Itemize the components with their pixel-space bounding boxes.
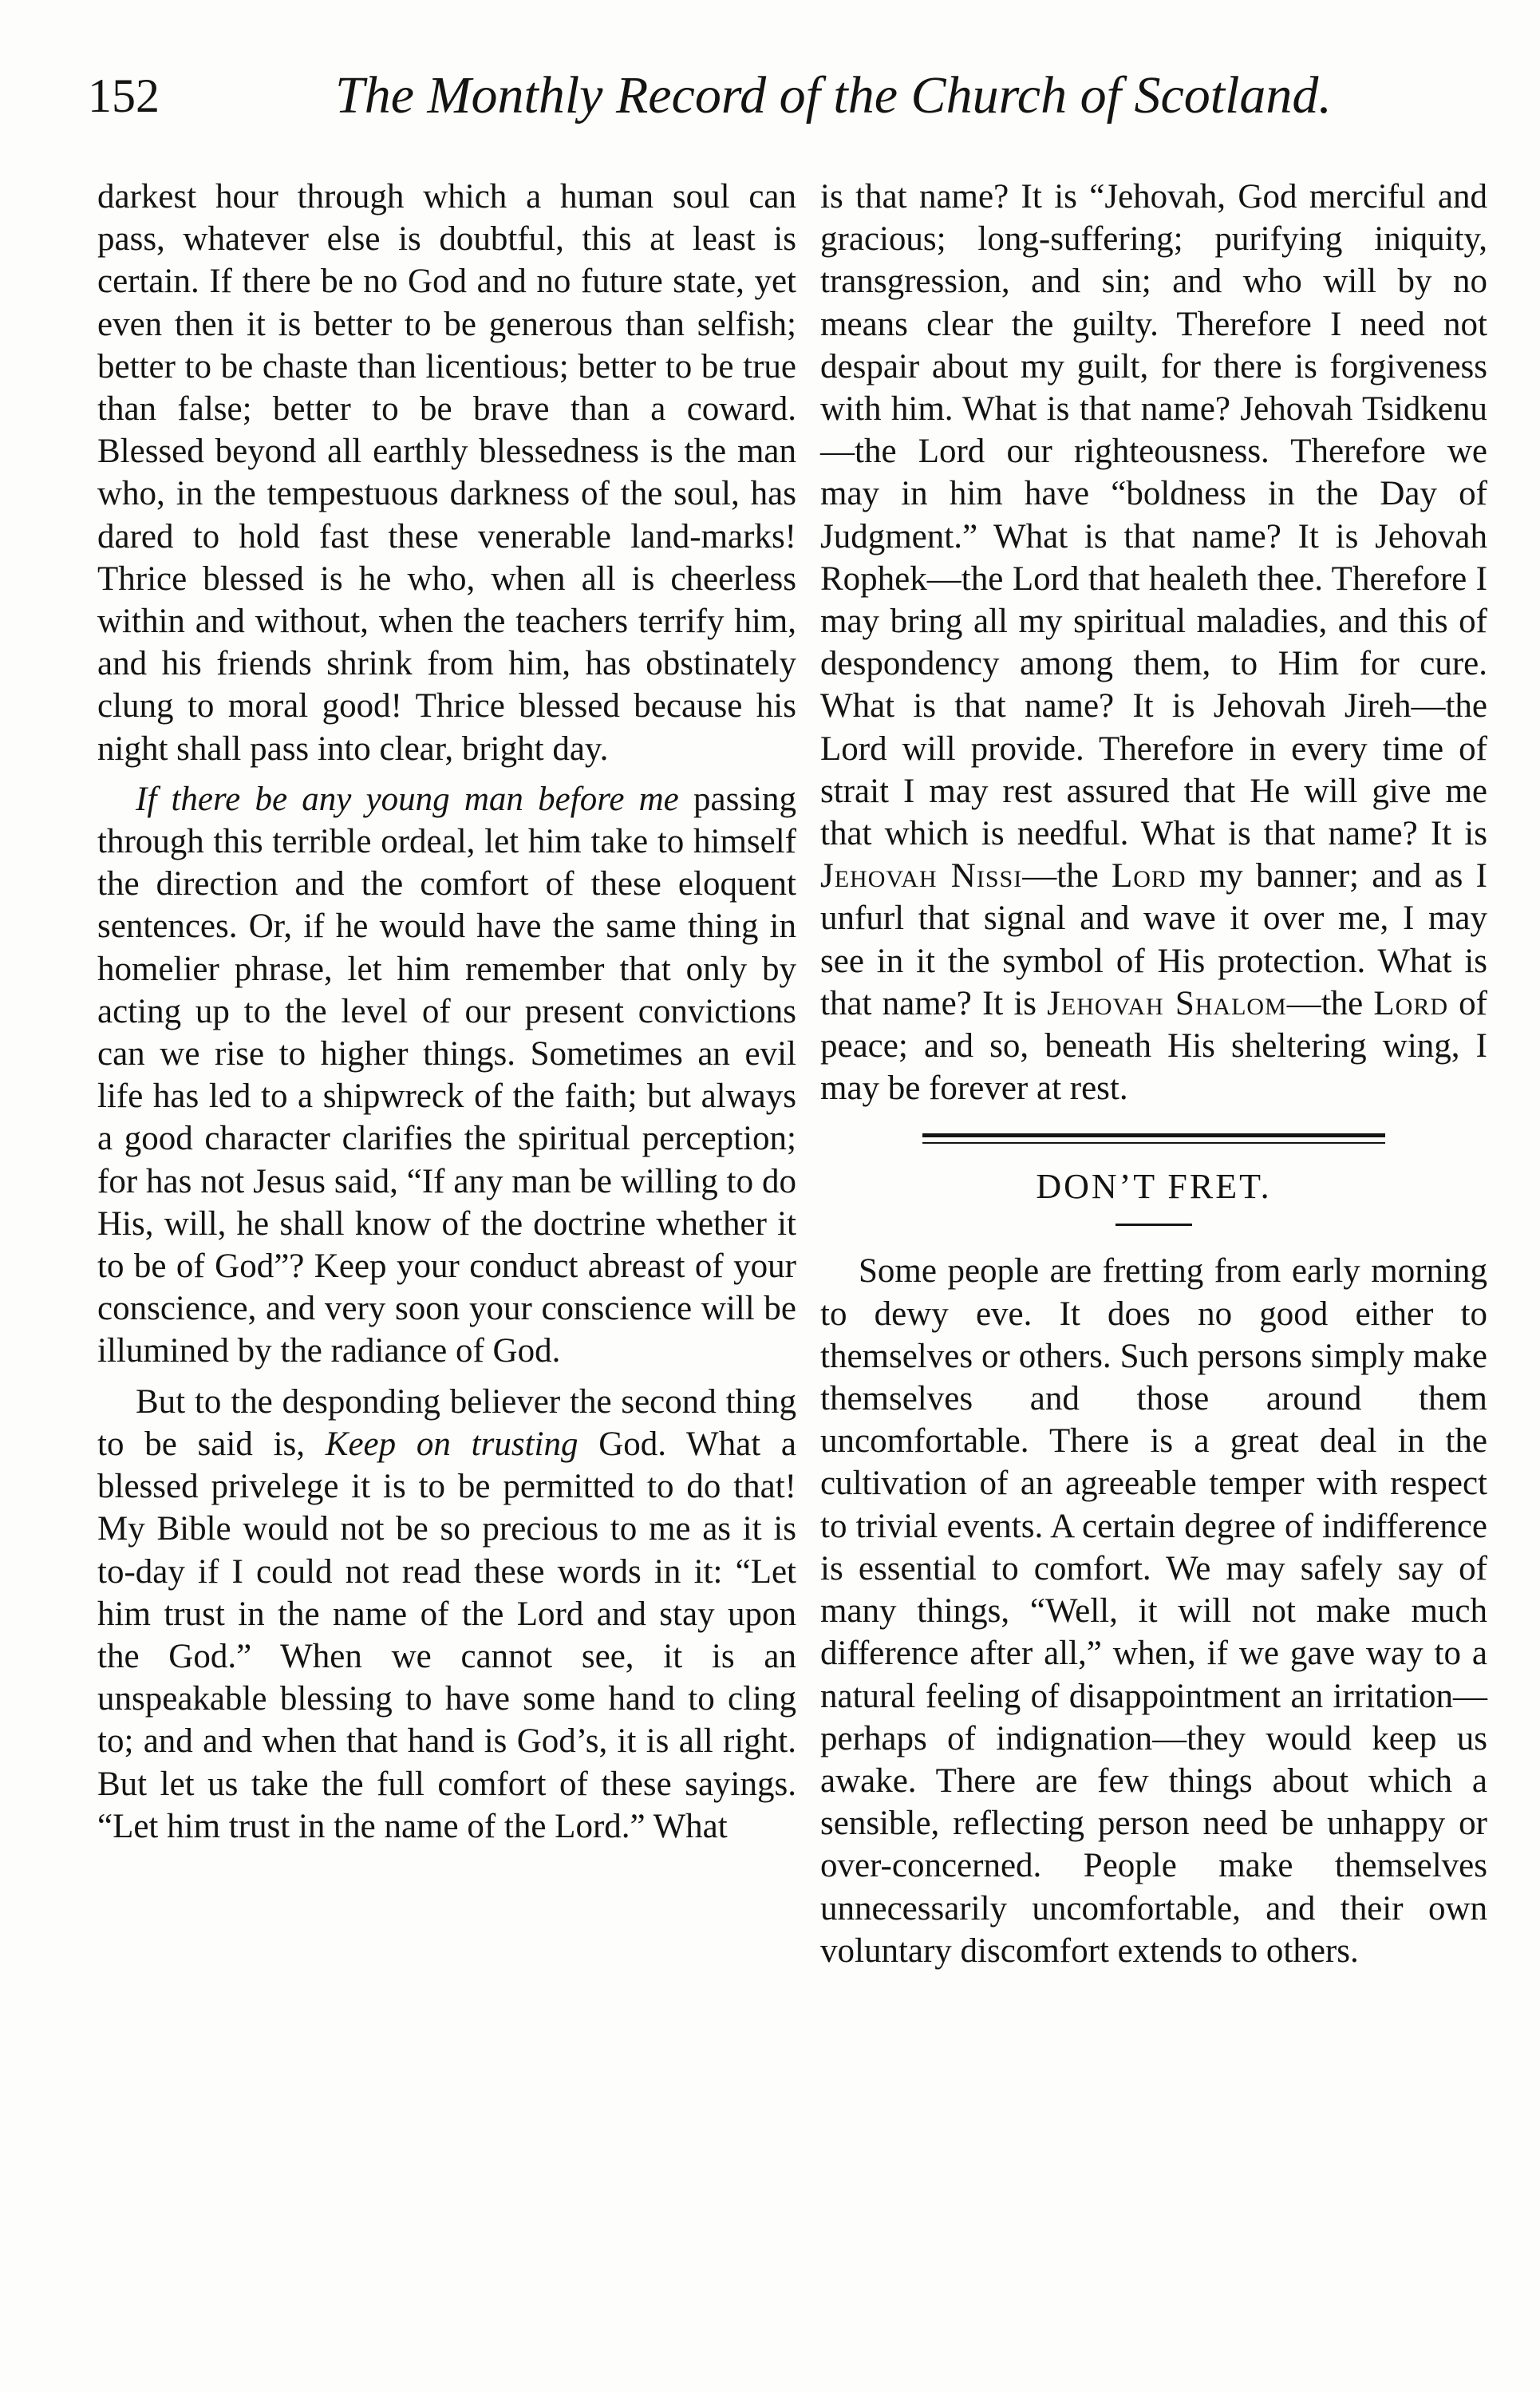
right-paragraph-2: Some people are fretting from early morning to dewy eve. It does no good either to themselves or others. Such persons simply make themselves and those around them uncomfortable. There is a great deal in the cultivation of an agreeable temper with respect to trivial events. A certain degree of indifference is essential to comfort. We may safely say of many things, “Well, it will not make much difference after all,” when, if we gave way to a natural feeling of disappointment an irritation—perhaps of indignation—they would keep us awake. There are few things about which a sensible, reflecting person need be unhappy or over-concerned. People make themselves unnecessarily uncomfortable, and their own voluntary discomfort extends to others. bbox=[820, 1252, 1487, 1970]
right-paragraph-1-text-e: of peace; and so, beneath His sheltering wing, I may be forever at rest. bbox=[820, 984, 1487, 1108]
divider-thin-rule bbox=[922, 1142, 1385, 1144]
left-paragraph-3-text-a: But to the desponding believer the second thing to be said is, bbox=[97, 1382, 796, 1463]
right-paragraph-1-text-b: —the bbox=[1022, 857, 1112, 896]
right-paragraph-1-text-d: —the bbox=[1286, 984, 1374, 1022]
section-divider bbox=[922, 1133, 1385, 1144]
left-paragraph-2-italic: If there be any young man before me bbox=[136, 780, 679, 818]
left-paragraph-1: darkest hour through which a human soul can pass, whatever else is doubtful, this at least is certain. If there be no God and no future state, yet even then it is better to be generous than selfish; better to be chaste than licentious; better to be true than false; better to be brave than a coward. Blessed beyond all earthly blessedness is the man who, in the tempestuous darkness of the soul, has dared to hold fast these venerable land-marks! Thrice blessed is he who, when all is cheerless within and without, when the teachers terrify him, and his friends shrink from him, has obstinately clung to moral good! Thrice blessed because his night shall pass into clear, bright day. bbox=[97, 178, 796, 768]
left-paragraph-2-text: passing through this terrible ordeal, let him take to himself the direction and the comfort of these eloquent sentences. Or, if he would have the same thing in homelier phrase, let him remember that only by acting up to the level of our present convictions can we rise to higher things. Sometimes an evil life has led to a shipwreck of the faith; but always a good character clarifies the spiritual perception; for has not Jesus said, “If any man be willing to do His, will, he shall know of the doctrine whether it to be of God”? Keep your conduct abreast of your conscience, and very soon your conscience will be illumined by the radiance of God. bbox=[97, 780, 797, 1370]
right-column bbox=[820, 176, 1487, 1972]
running-title: The Monthly Record of the Church of Scotland. bbox=[335, 66, 1332, 125]
right-paragraph-1-text-c: my banner; and as I unfurl that signal and wave it over me, I may see in it the symbol of His protection. What is that name? It is bbox=[820, 857, 1487, 1022]
lord-smallcaps-2: Lord bbox=[1373, 984, 1449, 1022]
title-underline-rule bbox=[1116, 1224, 1192, 1226]
left-paragraph-2 bbox=[97, 778, 796, 1373]
lord-smallcaps-1: Lord bbox=[1111, 857, 1187, 896]
left-paragraph-3-text-b: God. What a blessed privelege it is to be permitted to do that! My Bible would not be so precious to me as it is to-day if I could not read these words in it: “Let him trust in the name of the Lord and stay upon the God.” When we cannot see, it is an unspeakable blessing to have some hand to cling to; and and when that hand is God’s, it is all right. But let us take the full comfort of these sayings. “Let him trust in the name of the Lord.” What bbox=[97, 1425, 796, 1845]
article-title: DON’T FRET. bbox=[1036, 1167, 1272, 1207]
jehovah-nissi-smallcaps: Jehovah Nissi bbox=[820, 857, 1023, 896]
page-number: 152 bbox=[88, 69, 160, 122]
divider-thick-rule bbox=[922, 1133, 1385, 1137]
left-paragraph-3 bbox=[97, 1381, 796, 1848]
right-paragraph-1 bbox=[820, 176, 1487, 1109]
jehovah-shalom-smallcaps: Jehovah Shalom bbox=[1047, 984, 1287, 1022]
left-column bbox=[97, 176, 796, 1848]
right-paragraph-1-text-a: is that name? It is “Jehovah, God merciful and gracious; long-suffering; purifying iniquity, transgression, and sin; and who will by no means clear the guilty. Therefore I need not despair about my guilt, for there is forgiveness with him. What is that name? Jehovah Tsidkenu—the Lord our righteousness. Therefore we may in him have “boldness in the Day of Judgment.” What is that name? It is Jehovah Rophek—the Lord that healeth thee. Therefore I may bring all my spiritual maladies, and this of despondency among them, to Him for cure. What is that name? It is Jehovah Jireh—the Lord will provide. Therefore in every time of strait I may rest assured that He will give me that which is needful. What is that name? It is bbox=[820, 178, 1487, 853]
left-paragraph-3-italic: Keep on trusting bbox=[325, 1425, 578, 1463]
page-header bbox=[88, 48, 1444, 144]
